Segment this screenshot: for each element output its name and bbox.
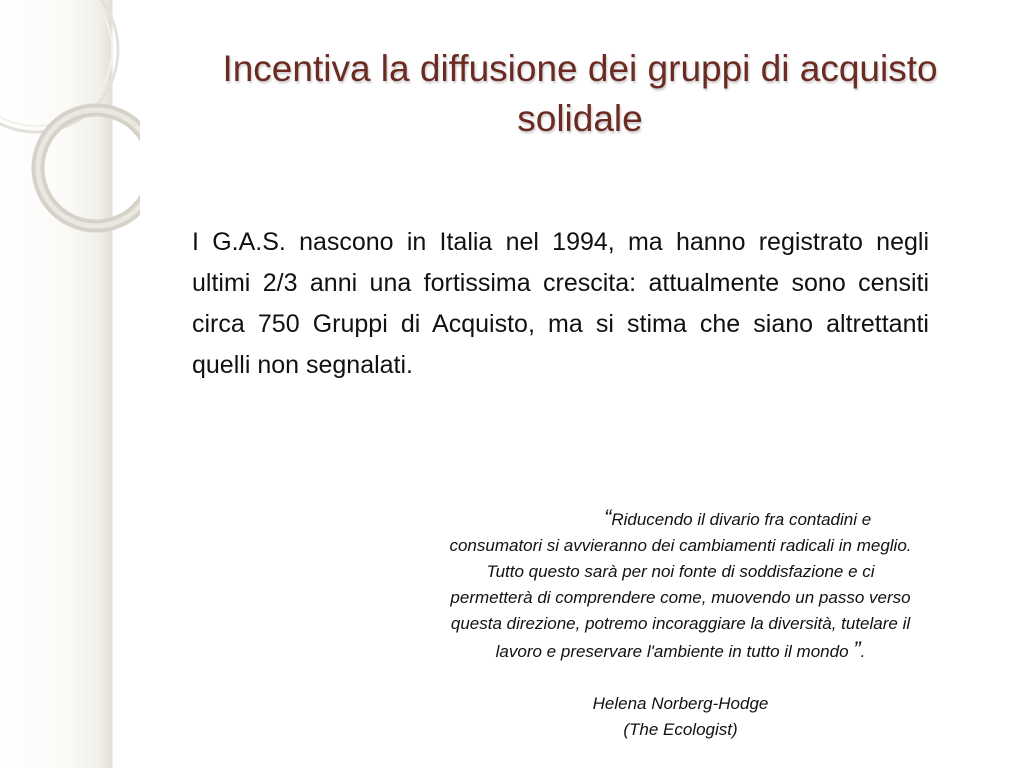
quote-close-mark: ” [853,637,861,662]
quote-line-1-text: Riducendo il divario fra contadini e [611,510,872,529]
quote-open-mark: “ [604,505,612,530]
quote-line-4: permetterà di comprendere come, muovendo un passo verso [450,588,911,607]
quote-line-2: consumatori si avvieranno dei cambiamenti radicali in meglio. [449,536,912,555]
slide-title [140,44,1020,144]
quote-author: Helena Norberg-Hodge [592,694,769,713]
body-paragraph: I G.A.S. nascono in Italia nel 1994, ma hanno registrato negli ultimi 2/3 anni una fortissima crescita: attualmente sono censiti circa 750 Gruppi di Acquisto, ma si stima che siano altrettanti quelli non segnalati. [192,228,929,379]
quote-line-6-text: lavoro e preservare l'ambiente in tutto il mondo [495,642,849,661]
ring-small-highlight [38,110,140,226]
slide-title-line2: solidale [517,98,643,139]
quote-line-5: questa direzione, potremo incoraggiare la diversità, tutelare il [450,614,911,633]
slide-title-line1: Incentiva la diffusione dei gruppi di acquisto [222,48,938,89]
quote-line-3: Tutto questo sarà per noi fonte di soddisfazione e ci [486,562,875,581]
quote-source: (The Ecologist) [623,720,738,739]
quote-spacer [408,665,953,691]
quote-block [408,505,953,743]
decorative-rings [0,0,140,260]
quote-line-6 [408,637,953,665]
quote-line-1 [408,505,953,533]
quote-end-punct: . [860,642,866,661]
